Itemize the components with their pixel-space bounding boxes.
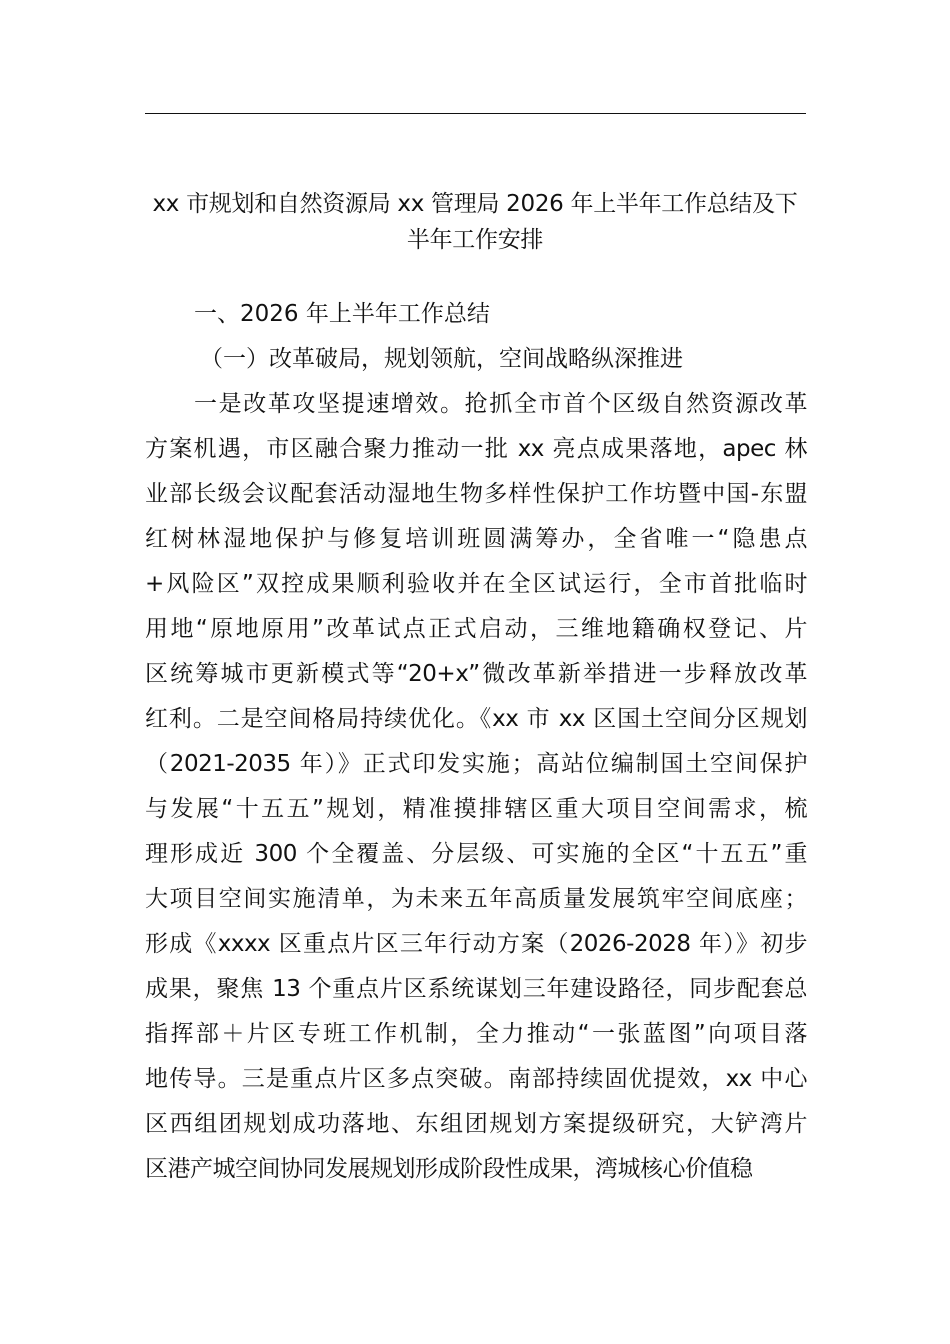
body-line: 红利。二是空间格局持续优化。《xx 市 xx 区国土空间分区规划 — [145, 706, 807, 732]
body-line: +风险区”双控成果顺利验收并在全区试运行，全市首批临时 — [145, 571, 807, 597]
body-line: 一是改革攻坚提速增效。抢抓全市首个区级自然资源改革 — [194, 391, 807, 417]
body-line: 形成《xxxx 区重点片区三年行动方案（2026-2028 年）》初步 — [145, 931, 807, 957]
body-line: 理形成近 300 个全覆盖、分层级、可实施的全区“十五五”重 — [145, 841, 807, 867]
body-line: 方案机遇，市区融合聚力推动一批 xx 亮点成果落地，apec 林 — [145, 436, 807, 462]
body-line: 与发展“十五五”规划，精准摸排辖区重大项目空间需求，梳 — [145, 796, 807, 822]
body-paragraph — [145, 386, 807, 1196]
subsection-heading: （一）改革破局，规划领航，空间战略纵深推进 — [200, 346, 683, 372]
section-heading: 一、2026 年上半年工作总结 — [194, 301, 490, 327]
title-line-1: xx 市规划和自然资源局 xx 管理局 2026 年上半年工作总结及下 — [152, 191, 798, 217]
body-line: 业部长级会议配套活动湿地生物多样性保护工作坊暨中国-东盟 — [145, 481, 807, 507]
body-line: 成果，聚焦 13 个重点片区系统谋划三年建设路径，同步配套总 — [145, 976, 807, 1002]
body-line: 区统筹城市更新模式等“20+x”微改革新举措进一步释放改革 — [145, 661, 807, 687]
document-title — [140, 186, 810, 258]
body-line: 区港产城空间协同发展规划形成阶段性成果，湾城核心价值稳 — [145, 1156, 753, 1182]
body-line: 地传导。三是重点片区多点突破。南部持续固优提效，xx 中心 — [145, 1066, 807, 1092]
body-line: 大项目空间实施清单，为未来五年高质量发展筑牢空间底座； — [145, 886, 807, 912]
body-line: 用地“原地原用”改革试点正式启动，三维地籍确权登记、片 — [145, 616, 807, 642]
body-line: 指挥部＋片区专班工作机制，全力推动“一张蓝图”向项目落 — [145, 1021, 807, 1047]
body-line: 红树林湿地保护与修复培训班圆满筹办，全省唯一“隐患点 — [145, 526, 807, 552]
body-line: 区西组团规划成功落地、东组团规划方案提级研究，大铲湾片 — [145, 1111, 807, 1137]
title-line-2: 半年工作安排 — [406, 227, 544, 253]
body-line: （2021-2035 年）》正式印发实施；高站位编制国土空间保护 — [145, 751, 807, 777]
header-rule — [145, 113, 806, 114]
